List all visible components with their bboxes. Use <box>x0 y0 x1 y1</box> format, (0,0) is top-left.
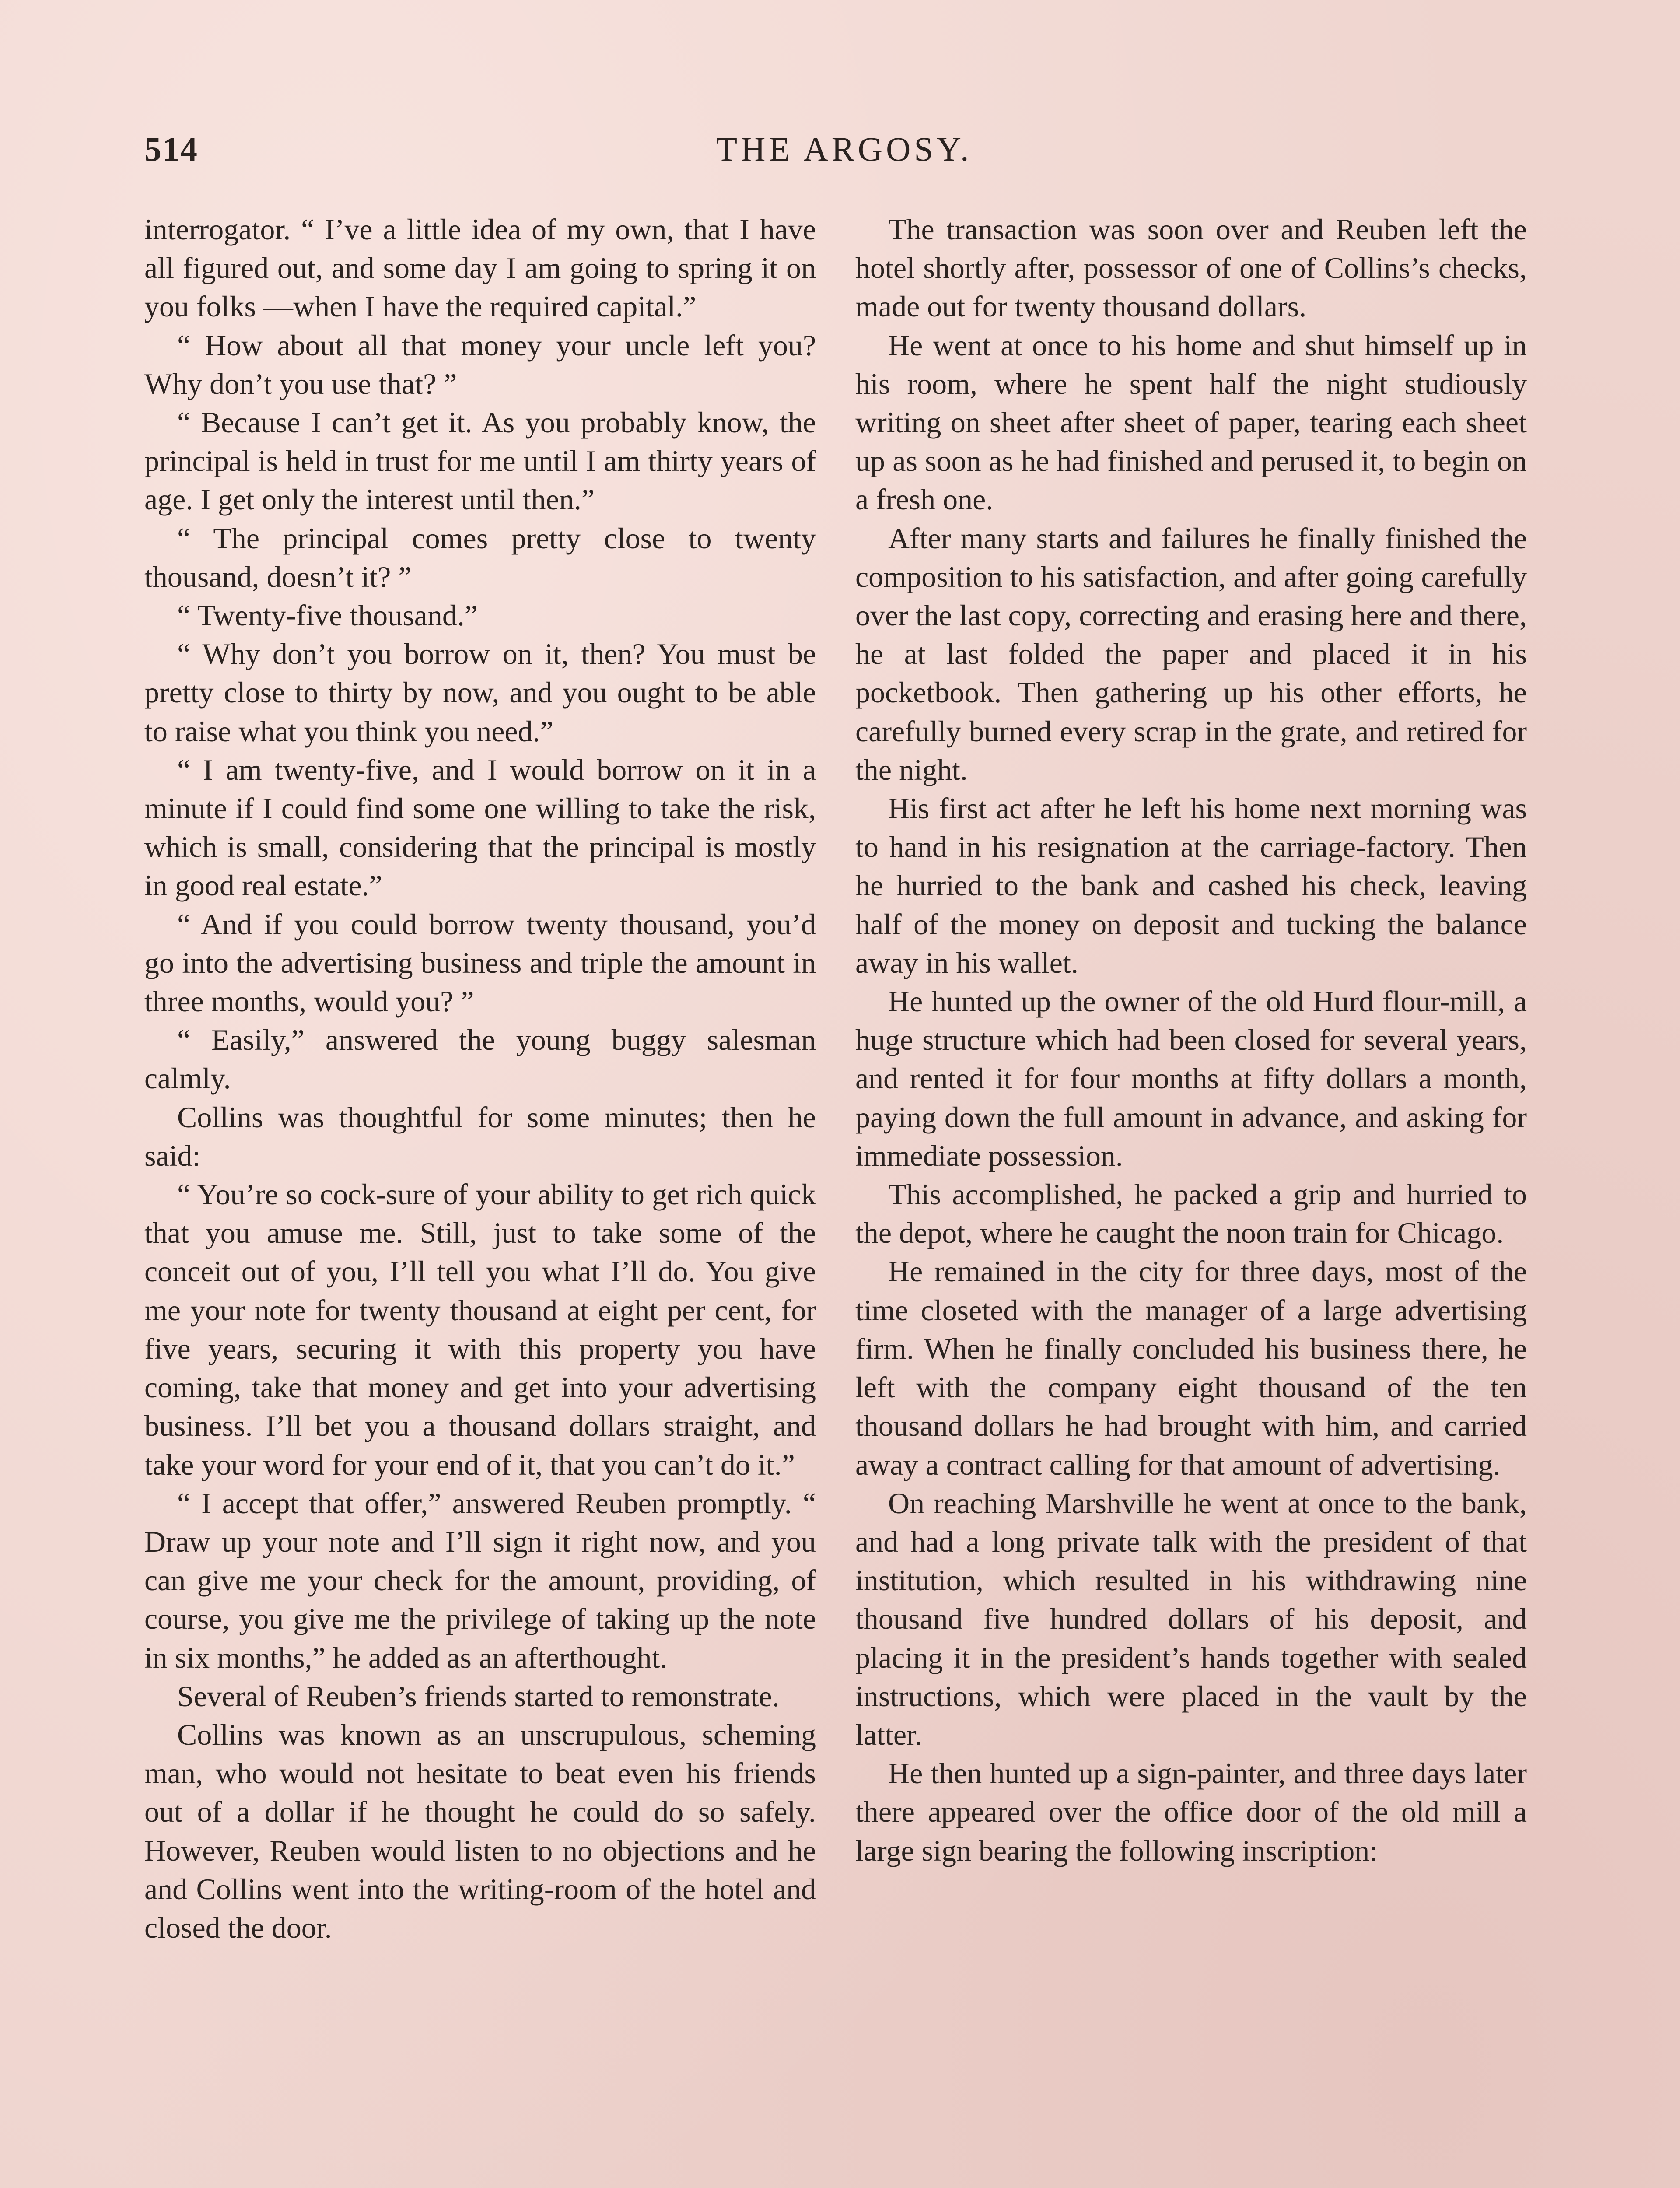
paragraph: He went at once to his home and shut himself up in his room, where he spent half the night studiously writing on sheet after sheet of paper, tearing each sheet up as soon as he had finished and perused it, to begin on a fresh one. <box>855 328 1527 516</box>
paragraph: He remained in the city for three days, most of the time closeted with the manager of a large advertising firm. When he finally concluded his business there, he left with the company eight thousand of the ten thousand dollars he had brought with him, and carried away a contract calling for that amount of advertising. <box>855 1255 1527 1481</box>
paragraph: “ You’re so cock-sure of your ability to get rich quick that you amuse me. Still, just to take some of the conceit out of you, I’ll tell you what I’ll do. You give me your note for twenty thousand at eight per cent, for five years, securing it with this property you have coming, take that money and get into your advertising business. I’ll bet you a thousand dollars straight, and take your word for your end of it, that you can’t do it.” <box>144 1178 816 1481</box>
paragraph: “ Because I can’t get it. As you probably know, the principal is held in trust for me until I am thirty years of age. I get only the interest until then.” <box>144 406 816 516</box>
paragraph: “ Twenty-five thousand.” <box>177 599 478 632</box>
paragraph: Several of Reuben’s friends started to remonstrate. <box>177 1679 780 1713</box>
paragraph: He then hunted up a sign-painter, and three days later there appeared over the office door of the old mill a large sign bearing the following inscription: <box>855 1757 1527 1867</box>
paragraph: interrogator. “ I’ve a little idea of my own, that I have all figured out, and some day I am going to spring it on you folks —when I have the required capital.” <box>144 213 816 323</box>
paragraph: Collins was thoughtful for some minutes; then he said: <box>144 1100 816 1172</box>
paragraph: Collins was known as an unscrupulous, scheming man, who would not hesitate to beat even his friends out of a dollar if he thought he could do so safely. However, Reuben would listen to no objections and he and Collins went into the writing-room of the hotel and closed the door. <box>144 1718 816 1944</box>
right-text-column <box>855 210 1527 1870</box>
paragraph: His first act after he left his home next morning was to hand in his resignation at the carriage-factory. Then he hurried to the bank and cashed his check, leaving half of the money on deposit and tucking the balance away in his wallet. <box>855 792 1527 979</box>
paragraph: The transaction was soon over and Reuben left the hotel shortly after, possessor of one of Collins’s checks, made out for twenty thousand dollars. <box>855 213 1527 323</box>
paragraph: “ And if you could borrow twenty thousand, you’d go into the advertising business and triple the amount in three months, would you? ” <box>144 907 816 1018</box>
page-number: 514 <box>144 130 198 168</box>
paragraph: After many starts and failures he finally finished the composition to his satisfaction, and after going carefully over the last copy, correcting and erasing here and there, he at last folded the paper and placed it in his pocketbook. Then gathering up his other efforts, he carefully burned every scrap in the grate, and retired for the night. <box>855 521 1527 786</box>
page-header <box>144 130 1544 178</box>
paragraph: “ Why don’t you borrow on it, then? You must be pretty close to thirty by now, and you ought to be able to raise what you think you need.” <box>144 637 816 748</box>
paragraph: “ The principal comes pretty close to twenty thousand, doesn’t it? ” <box>144 521 816 593</box>
running-head: THE ARGOSY. <box>716 130 973 168</box>
paragraph: “ I accept that offer,” answered Reuben promptly. “ Draw up your note and I’ll sign it right now, and you can give me your check for the amount, providing, of course, you give me the privilege of taking up the note in six months,” he added as an afterthought. <box>144 1486 816 1674</box>
paragraph: On reaching Marshville he went at once to the bank, and had a long private talk with the president of that institution, which resulted in his withdrawing nine thousand five hundred dollars of his deposit, and placing it in the president’s hands together with sealed instructions, which were placed in the vault by the latter. <box>855 1486 1527 1751</box>
paragraph: He hunted up the owner of the old Hurd flour-mill, a huge structure which had been closed for several years, and rented it for four months at fifty dollars a month, paying down the full amount in advance, and asking for immediate possession. <box>855 985 1527 1172</box>
paragraph: “ How about all that money your uncle left you? Why don’t you use that? ” <box>144 328 816 400</box>
paragraph: “ Easily,” answered the young buggy salesman calmly. <box>144 1023 816 1095</box>
paragraph: “ I am twenty-five, and I would borrow on it in a minute if I could find some one willing to take the risk, which is small, considering that the principal is mostly in good real estate.” <box>144 753 816 902</box>
paragraph: This accomplished, he packed a grip and hurried to the depot, where he caught the noon train for Chicago. <box>855 1178 1527 1250</box>
left-text-column <box>144 210 816 1947</box>
